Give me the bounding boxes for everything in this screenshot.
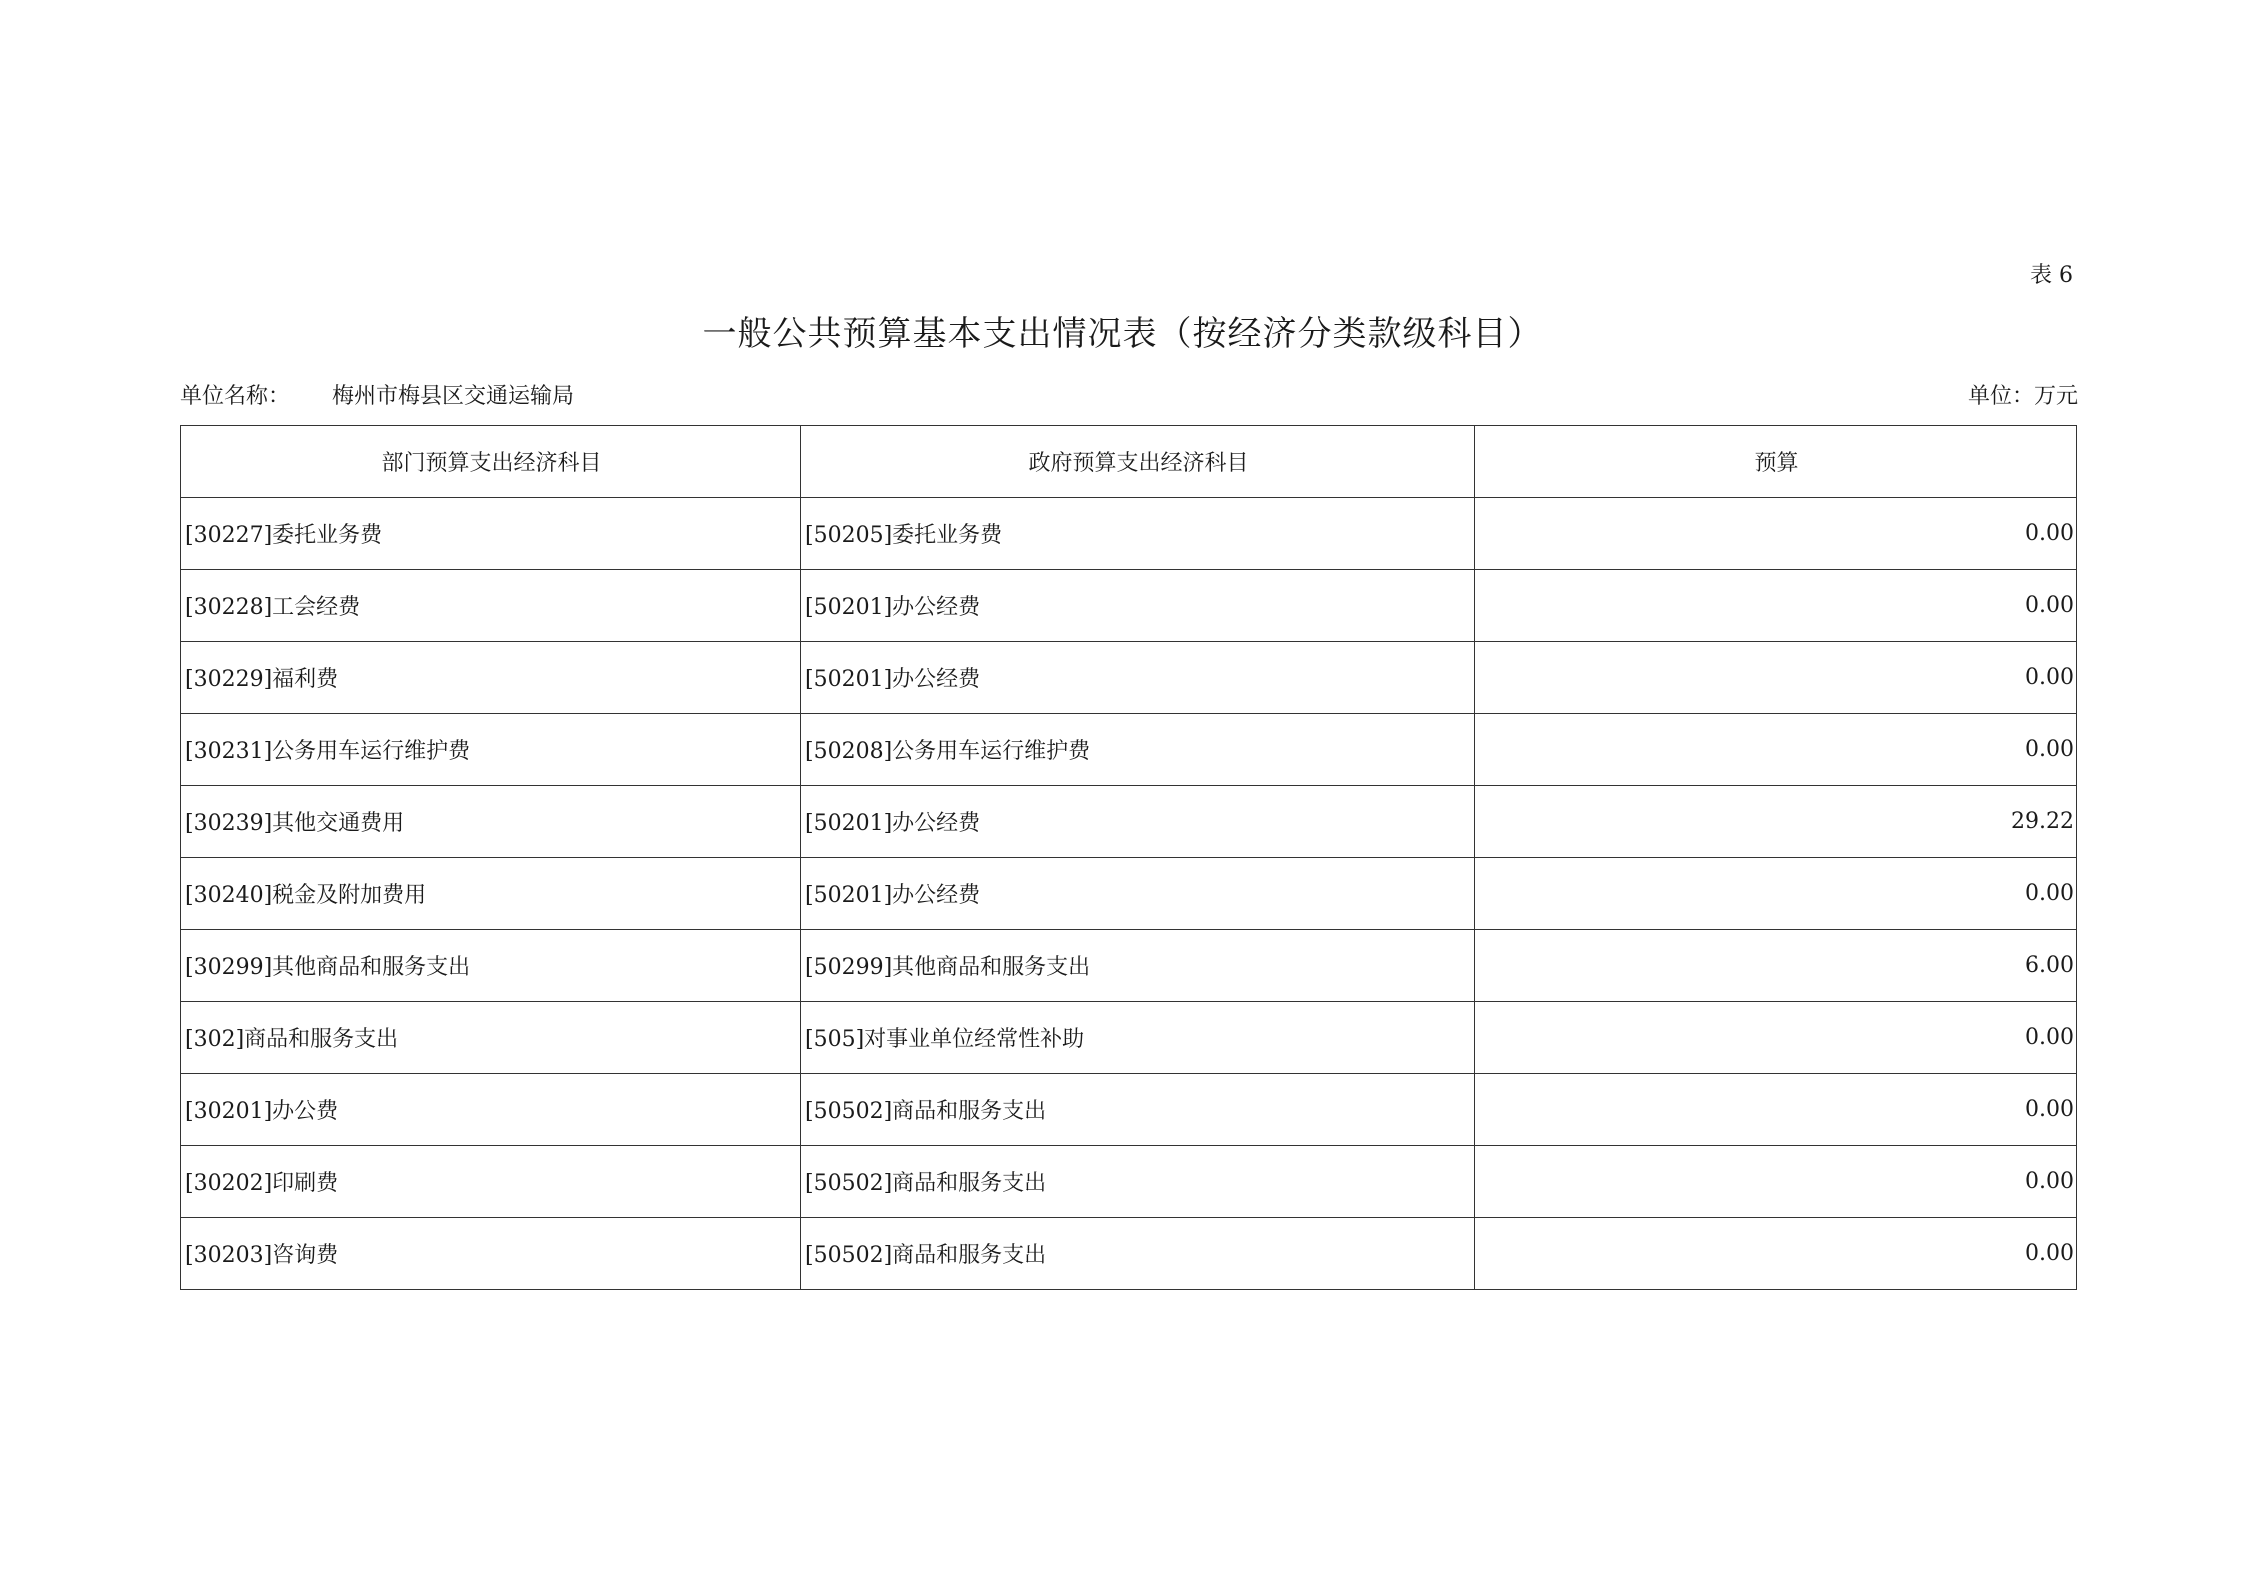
budget-cell: 6.00: [1475, 930, 2077, 1002]
dept-subject-cell: [30201]办公费: [181, 1074, 801, 1146]
gov-subject-cell: [50201]办公经费: [801, 786, 1475, 858]
table-row: [181, 498, 2077, 570]
budget-cell: 0.00: [1475, 714, 2077, 786]
budget-cell: 0.00: [1475, 858, 2077, 930]
header-gov-subject: 政府预算支出经济科目: [801, 426, 1475, 498]
dept-subject-cell: [30231]公务用车运行维护费: [181, 714, 801, 786]
dept-subject-cell: [302]商品和服务支出: [181, 1002, 801, 1074]
gov-subject-cell: [50201]办公经费: [801, 570, 1475, 642]
dept-subject-cell: [30299]其他商品和服务支出: [181, 930, 801, 1002]
table-row: [181, 1074, 2077, 1146]
gov-subject-cell: [50502]商品和服务支出: [801, 1218, 1475, 1290]
page-title: 一般公共预算基本支出情况表（按经济分类款级科目）: [702, 314, 1543, 354]
budget-cell: 0.00: [1475, 1146, 2077, 1218]
org-info: [180, 382, 574, 412]
budget-cell: 29.22: [1475, 786, 2077, 858]
dept-subject-cell: [30229]福利费: [181, 642, 801, 714]
org-value: 梅州市梅县区交通运输局: [332, 384, 575, 409]
table-row: [181, 714, 2077, 786]
budget-cell: 0.00: [1475, 642, 2077, 714]
budget-cell: 0.00: [1475, 1218, 2077, 1290]
org-label: 单位名称：: [180, 384, 291, 409]
dept-subject-cell: [30203]咨询费: [181, 1218, 801, 1290]
table-row: [181, 786, 2077, 858]
table-number: 表 6: [2030, 263, 2073, 288]
table-row: [181, 858, 2077, 930]
table-row: [181, 1218, 2077, 1290]
table-row: [181, 570, 2077, 642]
meta-row: [180, 382, 2078, 412]
table-row: [181, 1146, 2077, 1218]
gov-subject-cell: [50208]公务用车运行维护费: [801, 714, 1475, 786]
dept-subject-cell: [30239]其他交通费用: [181, 786, 801, 858]
unit-label: 单位：万元: [1967, 384, 2078, 409]
dept-subject-cell: [30240]税金及附加费用: [181, 858, 801, 930]
budget-cell: 0.00: [1475, 498, 2077, 570]
dept-subject-cell: [30227]委托业务费: [181, 498, 801, 570]
budget-cell: 0.00: [1475, 1002, 2077, 1074]
table-row: [181, 642, 2077, 714]
table-row: [181, 1002, 2077, 1074]
dept-subject-cell: [30202]印刷费: [181, 1146, 801, 1218]
gov-subject-cell: [50201]办公经费: [801, 642, 1475, 714]
table-row: [181, 930, 2077, 1002]
table-header-row: [181, 426, 2077, 498]
budget-table: [180, 425, 2077, 1290]
gov-subject-cell: [50502]商品和服务支出: [801, 1146, 1475, 1218]
gov-subject-cell: [50205]委托业务费: [801, 498, 1475, 570]
budget-cell: 0.00: [1475, 570, 2077, 642]
budget-cell: 0.00: [1475, 1074, 2077, 1146]
gov-subject-cell: [50299]其他商品和服务支出: [801, 930, 1475, 1002]
gov-subject-cell: [505]对事业单位经常性补助: [801, 1002, 1475, 1074]
header-dept-subject: 部门预算支出经济科目: [181, 426, 801, 498]
gov-subject-cell: [50201]办公经费: [801, 858, 1475, 930]
gov-subject-cell: [50502]商品和服务支出: [801, 1074, 1475, 1146]
dept-subject-cell: [30228]工会经费: [181, 570, 801, 642]
header-budget: 预算: [1475, 426, 2077, 498]
